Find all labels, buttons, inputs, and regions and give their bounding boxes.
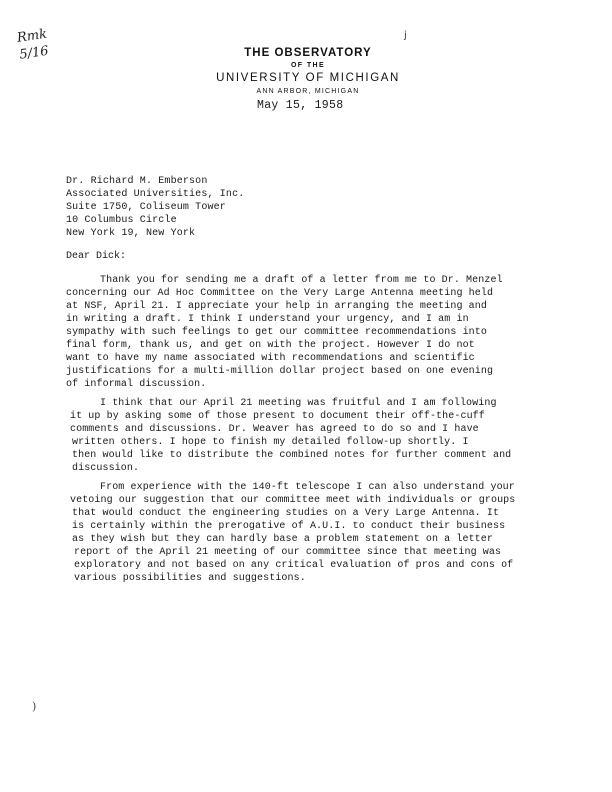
paragraph-line: as they wish but they can hardly base a problem statement on a letter	[72, 534, 493, 545]
paragraph-line: report of the April 21 meeting of our committee since that meeting was	[74, 547, 502, 558]
handwritten-initials: Rmk	[16, 26, 48, 46]
recipient-address	[66, 175, 244, 240]
paragraph-line: exploratory and not based on any critical evaluation of pros and cons of	[74, 560, 514, 571]
paragraph-line: From experience with the 140-ft telescope I can also understand your	[100, 482, 515, 493]
paragraph-line: sympathy with such feelings to get our committee recommendations into	[66, 327, 487, 338]
letter-date: May 15, 1958	[257, 99, 344, 112]
recipient-name: Dr. Richard M. Emberson	[66, 176, 208, 187]
recipient-org: Associated Universities, Inc.	[66, 189, 245, 200]
salutation: Dear Dick:	[66, 251, 127, 262]
handwritten-date: 5/16	[18, 43, 50, 63]
paragraph-line: comments and discussions. Dr. Weaver has agreed to do so and I have	[70, 424, 479, 435]
paragraph-line: written others. I hope to finish my detailed follow-up shortly. I	[72, 437, 469, 448]
paragraph-line: discussion.	[72, 463, 140, 474]
paragraph-line: in writing a draft. I think I understand your urgency, and I am in	[66, 314, 469, 325]
paragraph-3	[66, 481, 515, 585]
paragraph-line: is certainly within the prerogative of A.U.I. to conduct their business	[72, 521, 506, 532]
paragraph-line: justifications for a multi-million dollar project based on one evening	[66, 366, 494, 377]
paragraph-line: Thank you for sending me a draft of a letter from me to Dr. Menzel	[100, 275, 503, 286]
recipient-street: 10 Columbus Circle	[66, 215, 177, 226]
paragraph-line: then would like to distribute the combined notes for further comment and	[72, 450, 512, 461]
paragraph-line: vetoing our suggestion that our committee meet with individuals or groups	[70, 495, 516, 506]
paragraph-line: that would conduct the engineering studies on a Very Large Antenna. It	[72, 508, 500, 519]
recipient-city: New York 19, New York	[66, 228, 196, 239]
letterhead-university: UNIVERSITY OF MICHIGAN	[216, 72, 400, 84]
recipient-suite: Suite 1750, Coliseum Tower	[66, 202, 226, 213]
letterhead	[200, 46, 416, 97]
paragraph-line: final form, thank us, and get on with the project. However I do not	[66, 340, 475, 351]
paragraph-line: I think that our April 21 meeting was fruitful and I am following	[100, 398, 497, 409]
paragraph-line: it up by asking some of those present to document their off-the-cuff	[70, 411, 485, 422]
paragraph-line: want to have my name associated with recommendations and scientific	[66, 353, 475, 364]
handwritten-annotation	[16, 26, 50, 64]
paragraph-line: concerning our Ad Hoc Committee on the Very Large Antenna meeting held	[66, 288, 494, 299]
paragraph-line: at NSF, April 21. I appreciate your help in arranging the meeting and	[66, 301, 487, 312]
paragraph-1	[66, 274, 503, 391]
letterhead-city: ANN ARBOR, MICHIGAN	[256, 88, 360, 95]
letterhead-of-the: OF THE	[290, 62, 326, 69]
letterhead-observatory: THE OBSERVATORY	[244, 47, 372, 59]
stray-mark: j	[404, 30, 407, 41]
paragraph-line: various possibilities and suggestions.	[74, 573, 306, 584]
paragraph-2	[66, 397, 511, 475]
bottom-mark: )	[32, 700, 37, 713]
paragraph-line: of informal discussion.	[66, 379, 207, 390]
